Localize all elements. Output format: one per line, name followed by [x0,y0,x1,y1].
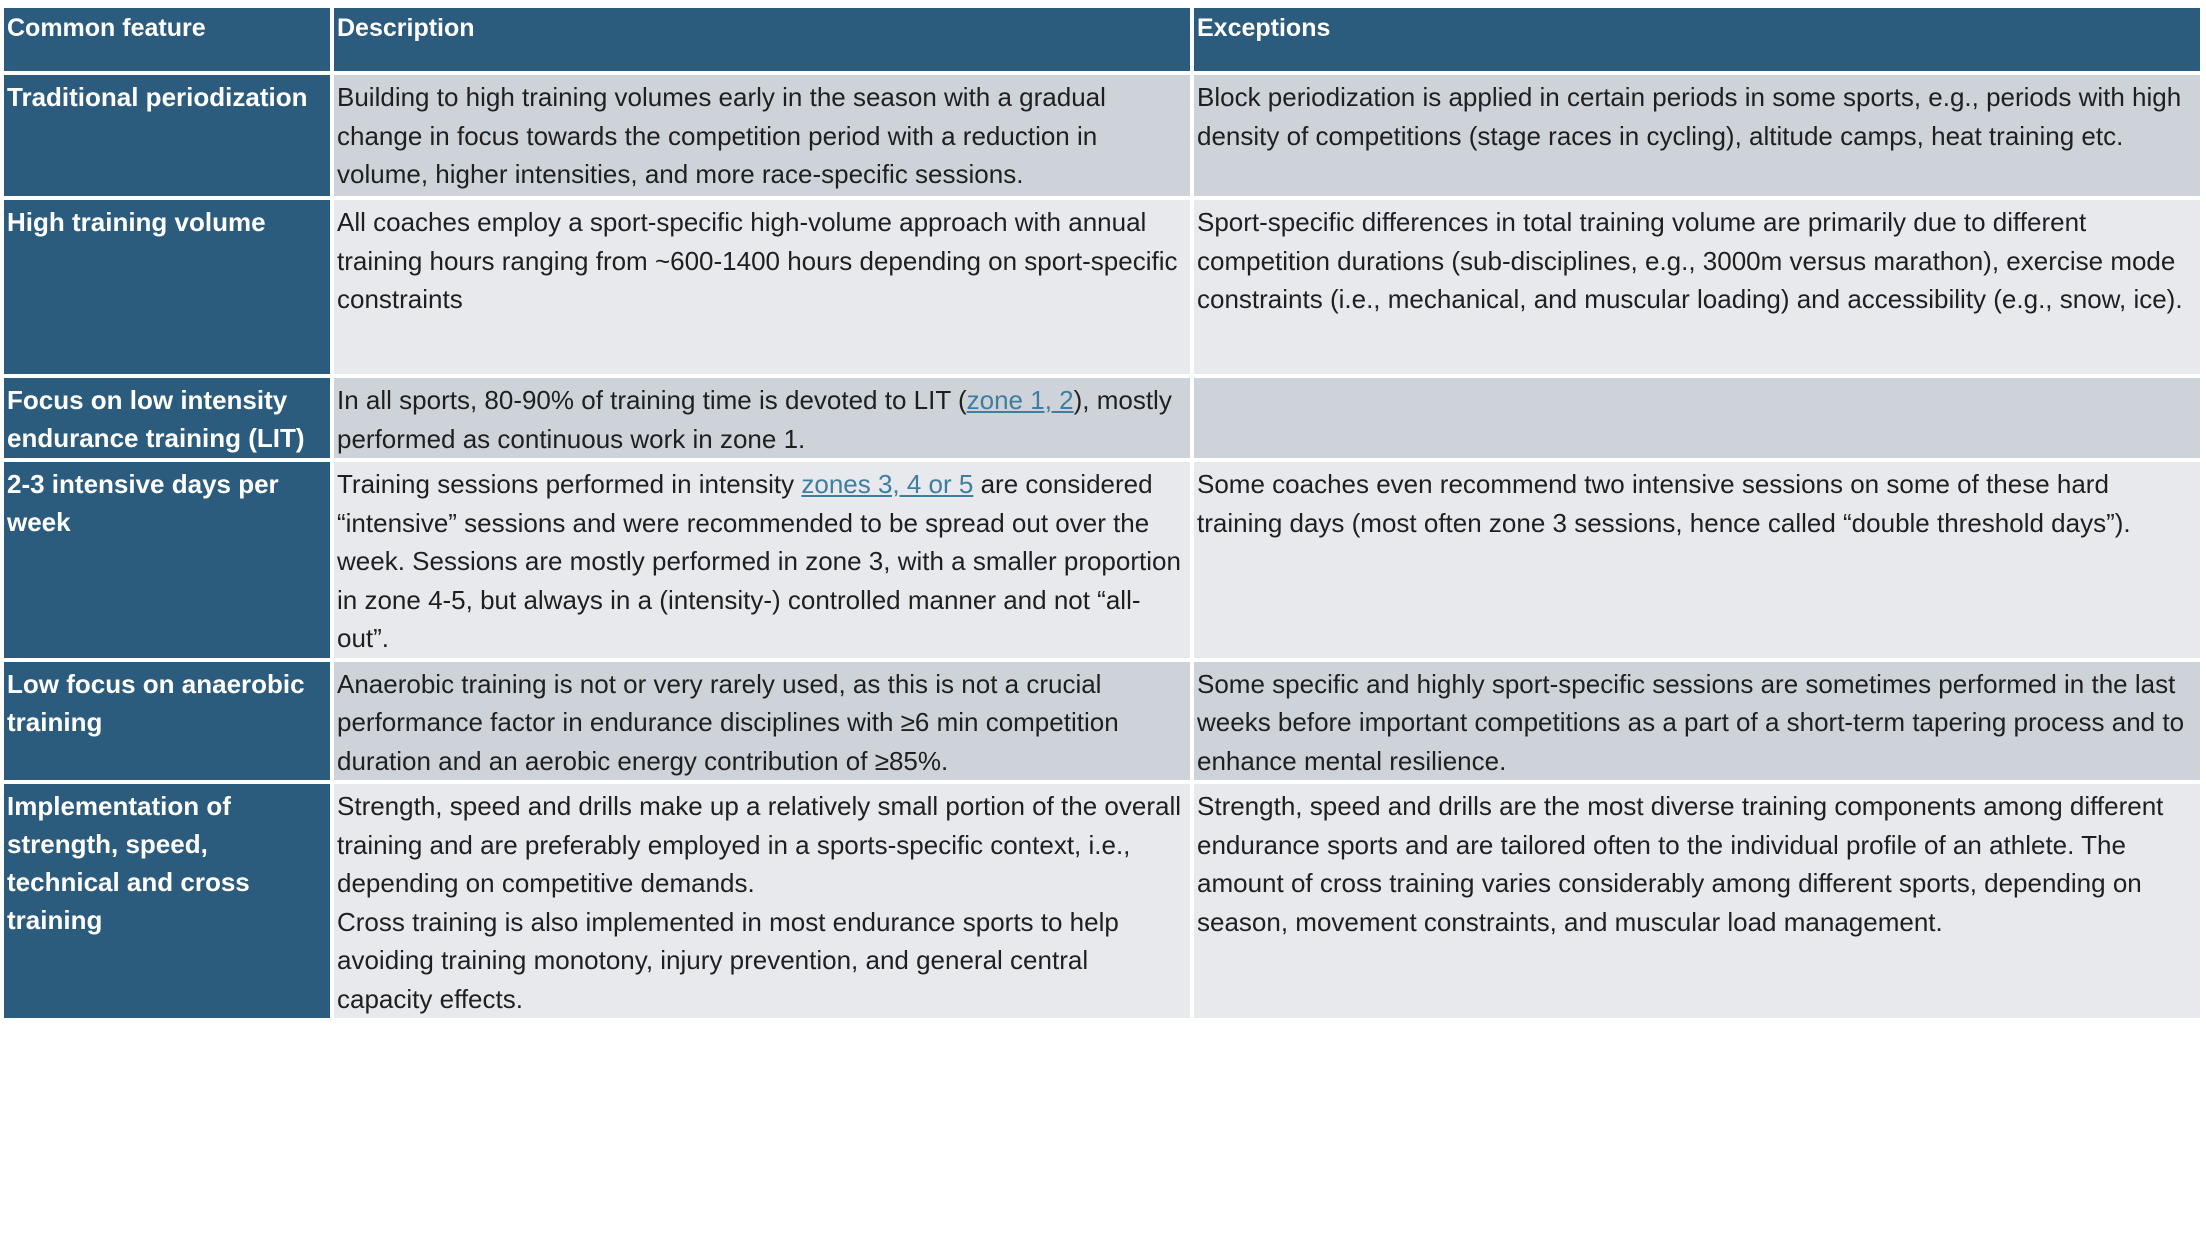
description-cell: All coaches employ a sport-specific high-volume approach with annual training hours ranging from ~600-1400 hours depending on sport-specific constraints [334,200,1190,374]
feature-cell: High training volume [4,200,330,374]
exceptions-cell: Block periodization is applied in certain periods in some sports, e.g., periods with high density of competitions (stage races in cycling), altitude camps, heat training etc. [1194,75,2200,196]
table-row [4,462,2200,658]
description-cell [334,378,1190,458]
feature-cell: 2-3 intensive days per week [4,462,330,658]
exceptions-cell: Some specific and highly sport-specific sessions are sometimes performed in the last weeks before important competitions as a part of a short-term tapering process and to enhance mental resilience. [1194,662,2200,781]
description-cell: Anaerobic training is not or very rarely used, as this is not a crucial performance factor in endurance disciplines with ≥6 min competition duration and an aerobic energy contribution of ≥85%. [334,662,1190,781]
header-common-feature: Common feature [4,8,330,71]
description-text: ), mostly performed as continuous work in zone 1. [337,385,1172,454]
table-row [4,200,2200,374]
feature-cell: Implementation of strength, speed, technical and cross training [4,784,330,1018]
description-cell: Building to high training volumes early in the season with a gradual change in focus towards the competition period with a reduction in volume, higher intensities, and more race-specific sessions. [334,75,1190,196]
exceptions-cell: Strength, speed and drills are the most diverse training components among different endurance sports and are tailored often to the individual profile of an athlete. The amount of cross training varies considerably among different sports, depending on season, movement constraints, and muscular load management. [1194,784,2200,1018]
header-description: Description [334,8,1190,71]
description-cell [334,462,1190,658]
description-text: are considered “intensive” sessions and were recommended to be spread out over the week. Sessions are mostly performed in zone 3, with a smaller proportion in zone 4-5, but always in a (intensity-) controlled manner and not “all-out”. [337,469,1181,653]
common-features-table [0,4,2204,1022]
description-cell [334,784,1190,1018]
description-text: In all sports, 80-90% of training time is devoted to LIT ( [337,385,967,415]
exceptions-cell [1194,378,2200,458]
table-row [4,75,2200,196]
description-paragraph: Strength, speed and drills make up a relatively small portion of the overall training and are preferably employed in a sports-specific context, i.e., depending on competitive demands. [337,791,1181,898]
table-row [4,378,2200,458]
table-row [4,784,2200,1018]
description-text: Training sessions performed in intensity [337,469,802,499]
exceptions-cell: Some coaches even recommend two intensive sessions on some of these hard training days (most often zone 3 sessions, hence called “double threshold days”). [1194,462,2200,658]
feature-cell: Traditional periodization [4,75,330,196]
table-header-row [4,8,2200,71]
description-paragraph: Cross training is also implemented in most endurance sports to help avoiding training monotony, injury prevention, and general central capacity effects. [337,906,1119,1014]
exceptions-cell: Sport-specific differences in total training volume are primarily due to different competition durations (sub-disciplines, e.g., 3000m versus marathon), exercise mode constraints (i.e., mechanical, and muscular loading) and accessibility (e.g., snow, ice). [1194,200,2200,374]
zone-link[interactable]: zone 1, 2 [966,385,1074,415]
table-row [4,662,2200,781]
feature-cell: Focus on low intensity endurance training (LIT) [4,378,330,458]
zones-link[interactable]: zones 3, 4 or 5 [801,469,974,499]
header-exceptions: Exceptions [1194,8,2200,71]
feature-cell: Low focus on anaerobic training [4,662,330,781]
